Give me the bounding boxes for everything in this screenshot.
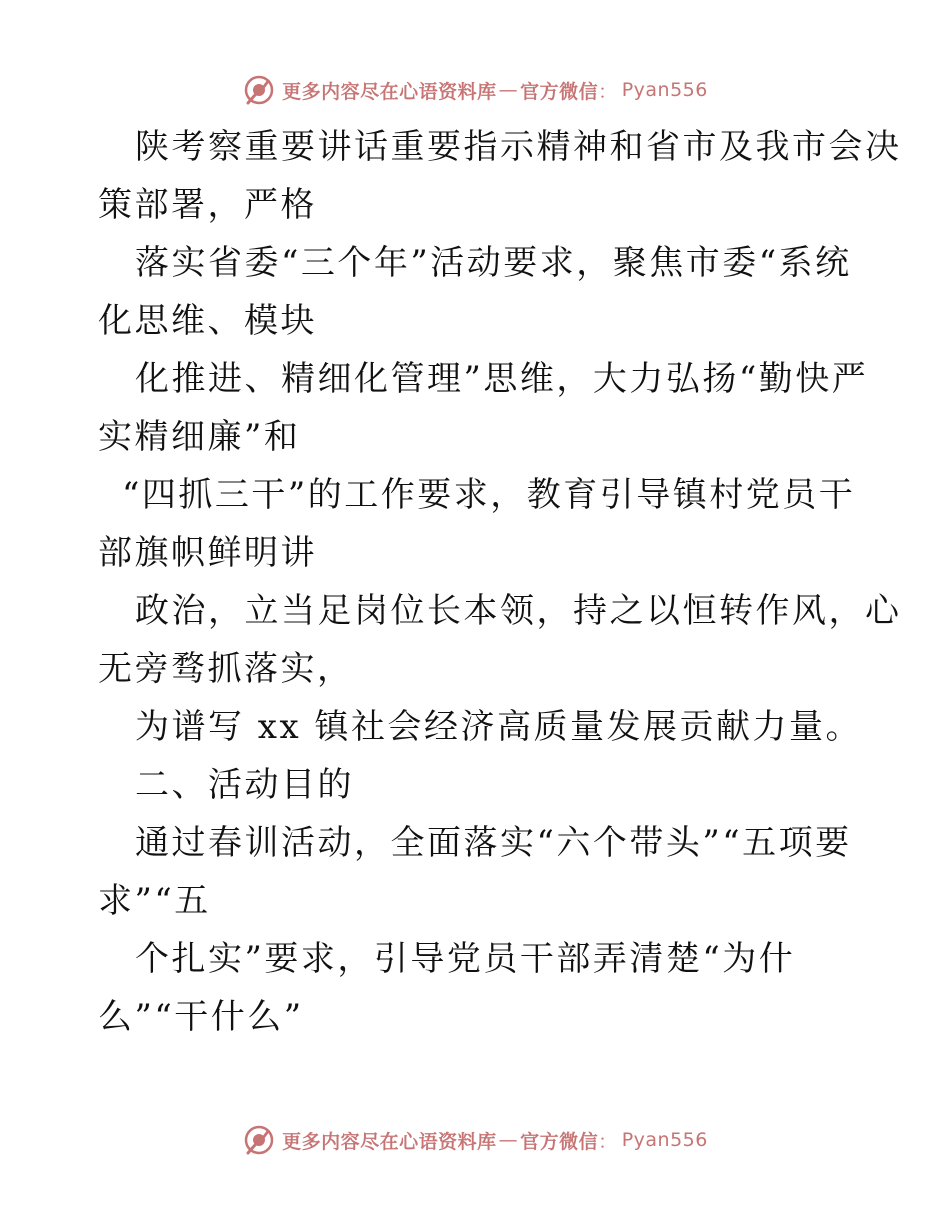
watermark-header	[0, 70, 950, 110]
watermark-colon: ：	[598, 1130, 618, 1153]
text-line: 无旁骛抓落实，	[98, 649, 354, 689]
pen-logo-icon	[242, 1123, 276, 1157]
watermark-footer	[0, 1120, 950, 1160]
text-line: 陕考察重要讲话重要指示精神和省市及我市会决	[135, 127, 902, 167]
document-body	[98, 118, 902, 1046]
text-line: “四抓三干”的工作要求，教育引导镇村党员干	[122, 475, 856, 515]
section-heading: 二、活动目的	[135, 765, 354, 805]
watermark-separator: —	[498, 1129, 519, 1151]
pen-logo-icon	[242, 73, 276, 107]
text-line: 化思维、模块	[98, 301, 317, 341]
text-line: 通过春训活动，全面落实“六个带头”“五项要	[135, 823, 852, 863]
watermark-separator: —	[498, 79, 519, 101]
text-line: 化推进、精细化管理”思维，大力弘扬“勤快严	[135, 359, 869, 399]
text-line: 为谱写 xx 镇社会经济高质量发展贡献力量。	[135, 707, 862, 747]
text-line: 策部署，严格	[98, 185, 317, 225]
text-line: 么”“干什么”	[98, 997, 304, 1037]
text-line: 政治，立当足岗位长本领，持之以恒转作风，心	[135, 591, 902, 631]
text-line: 实精细廉”和	[98, 417, 301, 457]
watermark-wechat-label: 官方微信	[520, 1130, 599, 1153]
watermark-wechat-id: Pyan556	[621, 1129, 708, 1151]
watermark-brand: 更多内容尽在心语资料库	[282, 1130, 497, 1153]
watermark-brand: 更多内容尽在心语资料库	[282, 80, 497, 103]
watermark-wechat-id: Pyan556	[621, 79, 708, 101]
text-line: 个扎实”要求，引导党员干部弄清楚“为什	[135, 939, 796, 979]
text-line: 求”“五	[98, 881, 211, 921]
text-line: 部旗帜鲜明讲	[98, 533, 317, 573]
watermark-colon: ：	[598, 80, 618, 103]
text-line: 落实省委“三个年”活动要求，聚焦市委“系统	[135, 243, 852, 283]
watermark-wechat-label: 官方微信	[520, 80, 599, 103]
